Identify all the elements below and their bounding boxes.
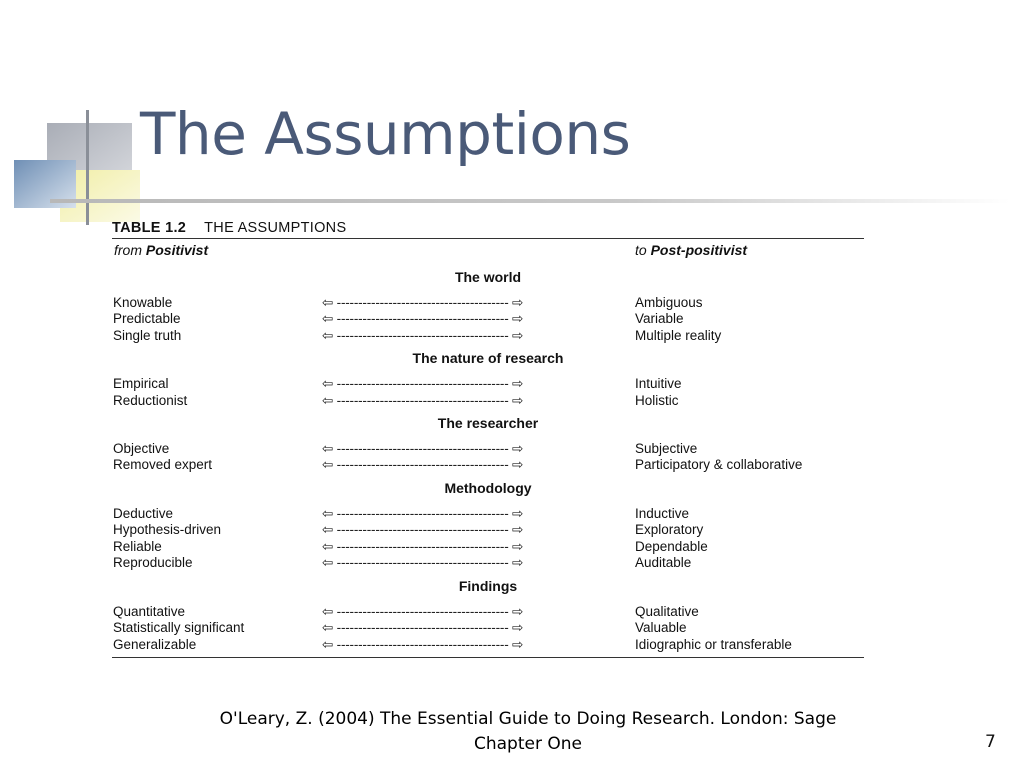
bidirectional-arrow: ⇦ ---------------------------------------- ⇨	[322, 505, 524, 521]
table-direction-row	[112, 239, 864, 263]
citation-line-1: O'Leary, Z. (2004) The Essential Guide to Doing Research. London: Sage	[219, 709, 837, 729]
bidirectional-arrow: ⇦ ---------------------------------------- ⇨	[322, 620, 524, 636]
table-row	[112, 539, 864, 556]
section-heading: The world	[454, 269, 522, 285]
row-from: Generalizable	[113, 636, 197, 652]
row-to: Multiple reality	[635, 327, 722, 343]
table-row	[112, 311, 864, 328]
row-to: Subjective	[635, 440, 698, 456]
row-from: Removed expert	[113, 457, 213, 473]
assumptions-table	[112, 218, 864, 658]
section-heading: The researcher	[437, 415, 539, 432]
table-row	[112, 637, 864, 654]
slide-title: The Assumptions	[140, 100, 631, 168]
table-row	[112, 620, 864, 637]
row-to: Ambiguous	[635, 294, 703, 310]
row-from: Deductive	[113, 505, 174, 521]
row-from: Quantitative	[113, 603, 186, 619]
citation-footer	[200, 707, 856, 757]
row-to: Valuable	[635, 620, 687, 636]
to-prefix: to	[635, 242, 647, 258]
to-label	[635, 242, 747, 259]
table-row	[112, 522, 864, 539]
page-number: 7	[985, 732, 996, 752]
row-to: Holistic	[635, 392, 679, 408]
row-from: Empirical	[113, 375, 169, 391]
bidirectional-arrow: ⇦ ---------------------------------------- ⇨	[322, 392, 524, 408]
table-row	[112, 604, 864, 621]
table-row	[112, 328, 864, 345]
table-row	[112, 393, 864, 410]
bidirectional-arrow: ⇦ ---------------------------------------- ⇨	[322, 555, 524, 571]
bidirectional-arrow: ⇦ ---------------------------------------- ⇨	[322, 375, 524, 391]
from-prefix: from	[114, 242, 142, 258]
table-caption-id: TABLE 1.2	[112, 219, 187, 236]
row-from: Reproducible	[113, 555, 193, 571]
bidirectional-arrow: ⇦ ---------------------------------------- ⇨	[322, 327, 524, 343]
bidirectional-arrow: ⇦ ---------------------------------------- ⇨	[322, 311, 524, 327]
row-to: Qualitative	[635, 603, 699, 619]
table-row	[112, 506, 864, 523]
to-post-positivist: Post-positivist	[650, 242, 748, 258]
table-row	[112, 441, 864, 458]
section-heading: Methodology	[444, 479, 532, 496]
from-label	[114, 242, 208, 259]
row-from: Statistically significant	[113, 620, 245, 636]
row-from: Single truth	[113, 327, 182, 343]
row-to: Variable	[635, 311, 684, 327]
bidirectional-arrow: ⇦ ---------------------------------------- ⇨	[322, 457, 524, 473]
row-from: Reductionist	[113, 392, 188, 408]
bidirectional-arrow: ⇦ ---------------------------------------- ⇨	[322, 538, 524, 554]
row-to: Exploratory	[635, 522, 704, 538]
from-positivist: Positivist	[145, 242, 209, 258]
row-from: Predictable	[113, 311, 181, 327]
citation-line-2: Chapter One	[474, 734, 582, 754]
row-from: Objective	[113, 440, 170, 456]
row-from: Hypothesis-driven	[113, 522, 222, 538]
row-from: Knowable	[113, 294, 173, 310]
section-heading: Findings	[458, 577, 518, 594]
table-row	[112, 295, 864, 312]
row-to: Idiographic or transferable	[635, 636, 792, 652]
table-bottom-rule	[112, 657, 864, 658]
bidirectional-arrow: ⇦ ---------------------------------------- ⇨	[322, 636, 524, 652]
row-to: Auditable	[635, 555, 692, 571]
row-to: Intuitive	[635, 375, 682, 391]
bidirectional-arrow: ⇦ ---------------------------------------- ⇨	[322, 522, 524, 538]
row-to: Participatory & collaborative	[635, 457, 803, 473]
row-to: Inductive	[635, 505, 690, 521]
row-to: Dependable	[635, 538, 708, 554]
table-row	[112, 376, 864, 393]
table-row	[112, 555, 864, 572]
table-row	[112, 457, 864, 474]
title-divider	[50, 199, 1010, 203]
bidirectional-arrow: ⇦ ---------------------------------------- ⇨	[322, 440, 524, 456]
table-caption-title: THE ASSUMPTIONS	[204, 219, 347, 236]
table-caption	[112, 218, 864, 238]
bidirectional-arrow: ⇦ ---------------------------------------- ⇨	[322, 603, 524, 619]
bidirectional-arrow: ⇦ ---------------------------------------- ⇨	[322, 294, 524, 310]
section-heading: The nature of research	[412, 350, 564, 367]
row-from: Reliable	[113, 538, 162, 554]
